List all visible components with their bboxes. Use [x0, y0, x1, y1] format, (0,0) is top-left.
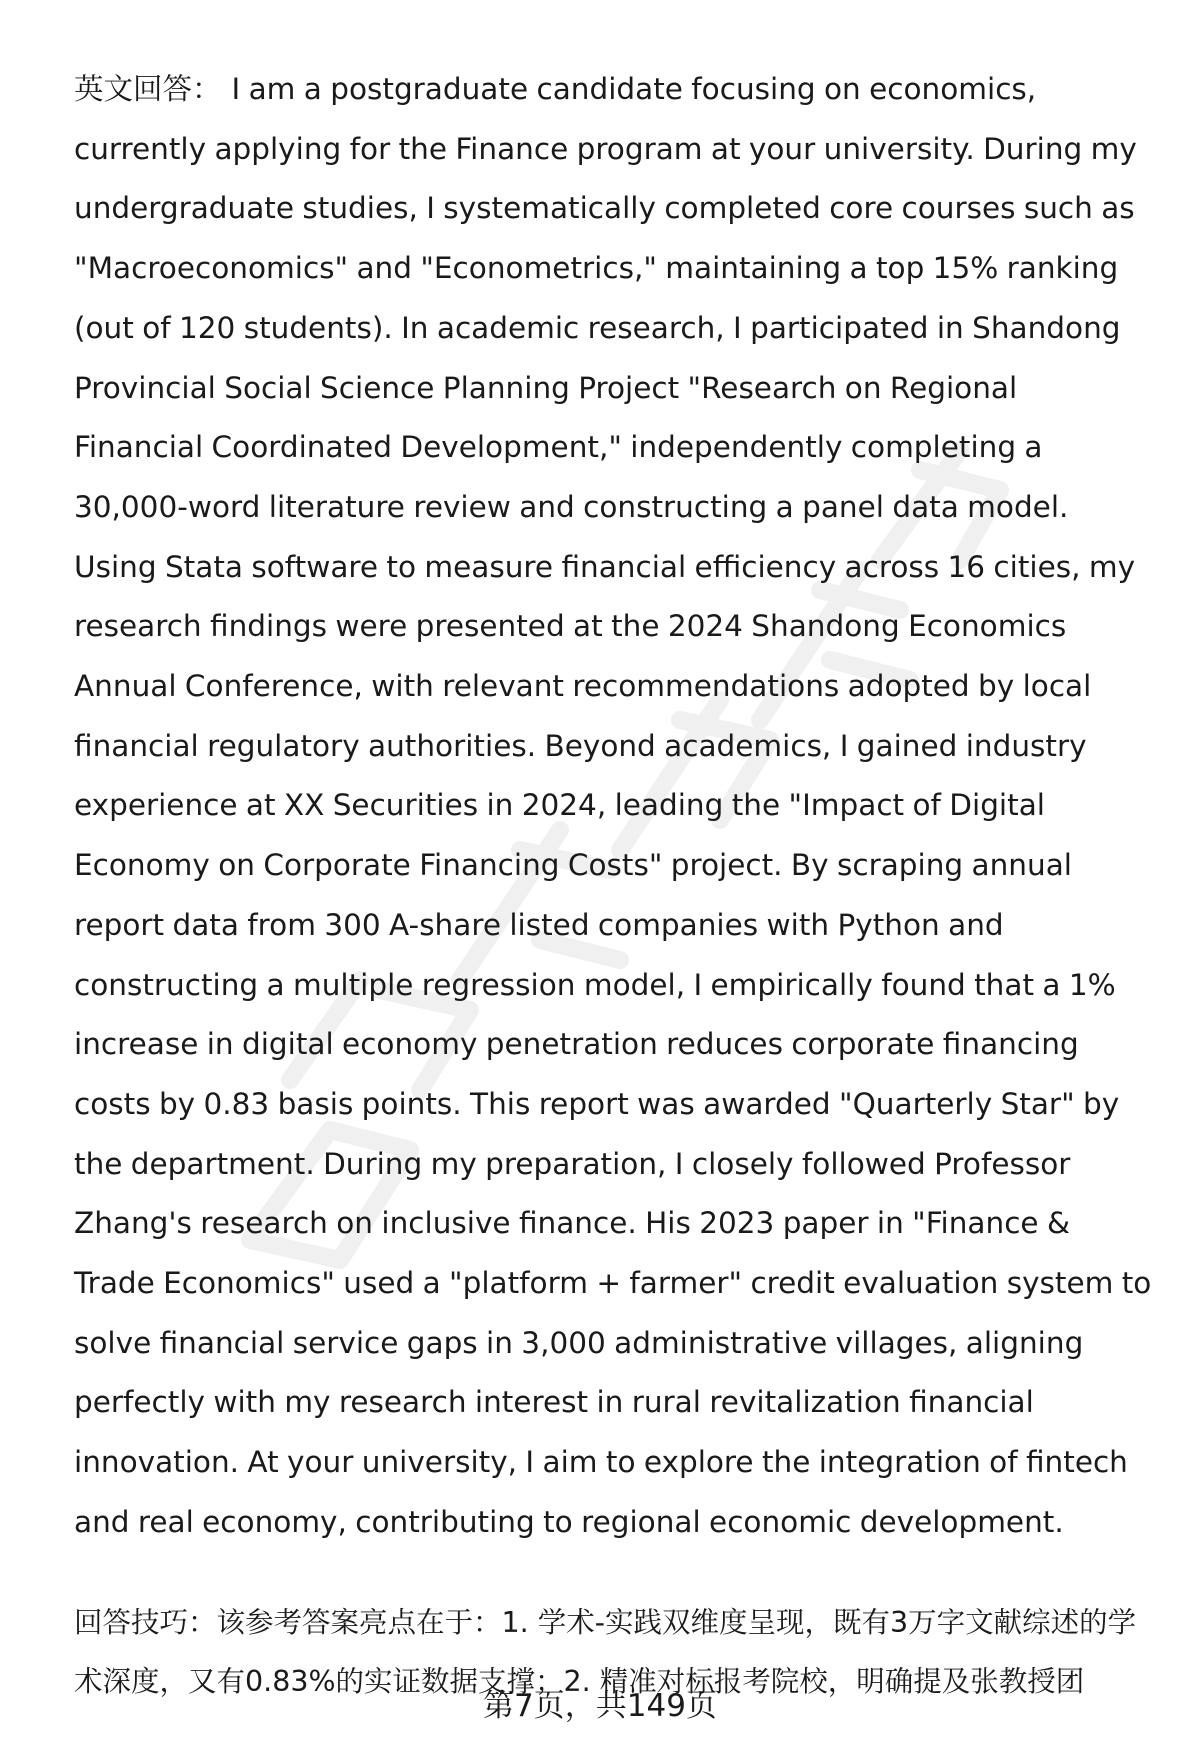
page-content	[74, 60, 1154, 1711]
page-number: 第7页，共149页	[483, 1688, 717, 1724]
answer-label: 英文回答：	[74, 72, 222, 106]
english-answer-paragraph	[74, 60, 1154, 1553]
answer-text: I am a postgraduate candidate focusing on economics, currently applying for the Finance program at your university. During my undergraduate studies, I systematically completed core courses such as "Macroeconomics" and "Econometrics," maintaining a top 15% ranking (out of 120 students). In academic research, I participated in Shandong Provincial Social Science Planning Project "Research on Regional Financial Coordinated Development," independently completing a 30,000-word literature review and constructing a panel data model. Using Stata software to measure financial efficiency across 16 cities, my research findings were presented at the 2024 Shandong Economics Annual Conference, with relevant recommendations adopted by local financial regulatory authorities. Beyond academics, I gained industry experience at XX Securities in 2024, leading the "Impact of Digital Economy on Corporate Financing Costs" project. By scraping annual report data from 300 A-share listed companies with Python and constructing a multiple regression model, I empirically found that a 1% increase in digital economy penetration reduces corporate financing costs by 0.83 basis points. This report was awarded "Quarterly Star" by the department. During my preparation, I closely followed Professor Zhang's research on inclusive finance. His 2023 paper in "Finance & Trade Economics" used a "platform + farmer" credit evaluation system to solve financial service gaps in 3,000 administrative villages, aligning perfectly with my research interest in rural revitalization financial innovation. At your university, I aim to explore the integration of fintech and real economy, contributing to regional economic development.	[74, 72, 1152, 1539]
answer-tips-paragraph: 回答技巧：该参考答案亮点在于：1. 学术-实践双维度呈现，既有3万字文献综述的学术深度，又有0.83%的实证数据支撑；2. 精准对标报考院校，明确提及张教授团	[74, 1605, 1137, 1698]
